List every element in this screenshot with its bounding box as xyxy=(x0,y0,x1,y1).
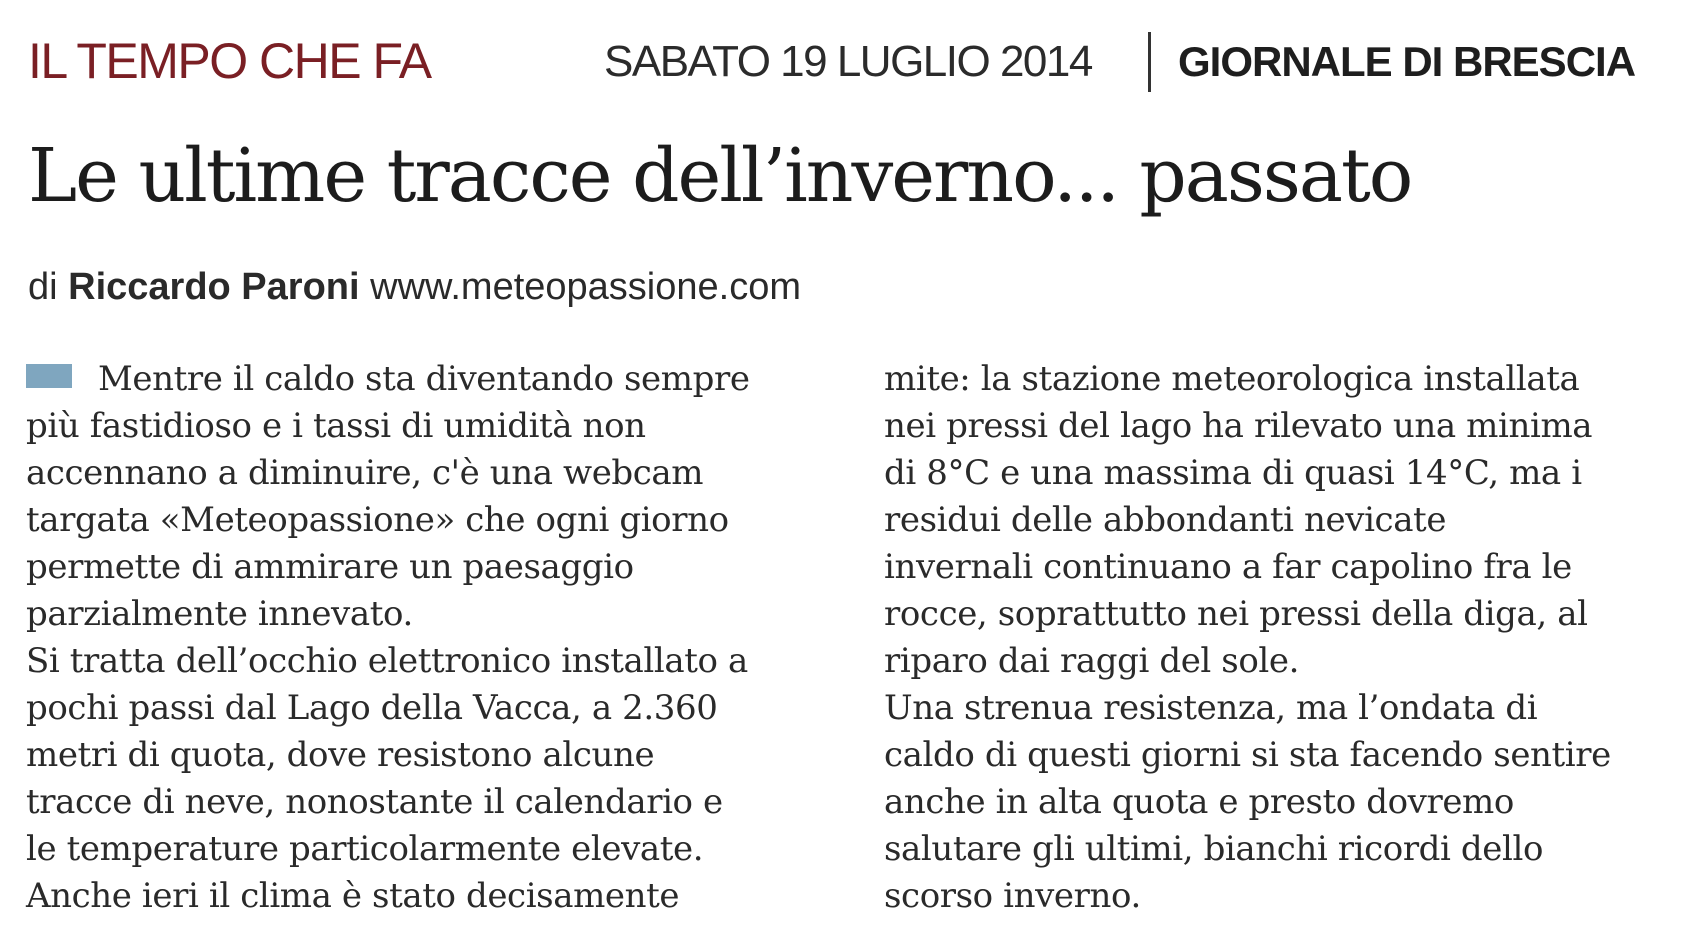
column-line: nei pressi del lago ha rilevato una minima xyxy=(884,406,1593,446)
publication-date: SABATO 19 LUGLIO 2014 xyxy=(604,37,1092,86)
column-line: invernali continuano a far capolino fra le xyxy=(884,547,1572,587)
column-line: Una strenua resistenza, ma l’ondata di xyxy=(884,688,1538,728)
column-line: più fastidioso e i tassi di umidità non xyxy=(26,406,646,446)
article-headline: Le ultime tracce dell’inverno... passato xyxy=(28,133,1412,219)
column-line xyxy=(26,356,826,403)
header-divider xyxy=(1148,32,1151,92)
column-line: caldo di questi giorni si sta facendo sentire xyxy=(884,735,1611,775)
column-line: Anche ieri il clima è stato decisamente xyxy=(26,876,680,916)
byline-prefix: di xyxy=(28,266,58,308)
column-line: salutare gli ultimi, bianchi ricordi dello xyxy=(884,829,1544,869)
column-line-text: Mentre il caldo sta diventando sempre xyxy=(98,359,750,399)
column-line: riparo dai raggi del sole. xyxy=(884,641,1300,681)
column-line: mite: la stazione meteorologica installata xyxy=(884,359,1580,399)
column-line: pochi passi dal Lago della Vacca, a 2.360 xyxy=(26,688,718,728)
byline xyxy=(28,262,801,312)
column-line: parzialmente innevato. xyxy=(26,594,413,634)
column-line: rocce, soprattutto nei pressi della diga, al xyxy=(884,594,1588,634)
column-line: targata «Meteopassione» che ogni giorno xyxy=(26,500,729,540)
column-line: Si tratta dell’occhio elettronico installato a xyxy=(26,641,748,681)
newspaper-name: GIORNALE DI BRESCIA xyxy=(1178,38,1636,85)
byline-website: www.meteopassione.com xyxy=(370,266,801,308)
column-line: permette di ammirare un paesaggio xyxy=(26,547,634,587)
column-line: scorso inverno. xyxy=(884,876,1141,916)
column-line: residui delle abbondanti nevicate xyxy=(884,500,1447,540)
page-header xyxy=(28,30,1678,100)
article-column-right xyxy=(884,356,1684,920)
section-label: IL TEMPO CHE FA xyxy=(28,33,431,89)
article-column-left xyxy=(26,356,826,920)
paragraph-marker xyxy=(26,364,72,388)
column-line: di 8°C e una massima di quasi 14°C, ma i xyxy=(884,453,1582,493)
column-line: tracce di neve, nonostante il calendario e xyxy=(26,782,723,822)
byline-author: Riccardo Paroni xyxy=(68,266,360,308)
column-line: anche in alta quota e presto dovremo xyxy=(884,782,1514,822)
column-line: le temperature particolarmente elevate. xyxy=(26,829,704,869)
column-line: metri di quota, dove resistono alcune xyxy=(26,735,655,775)
column-line: accennano a diminuire, c'è una webcam xyxy=(26,453,704,493)
